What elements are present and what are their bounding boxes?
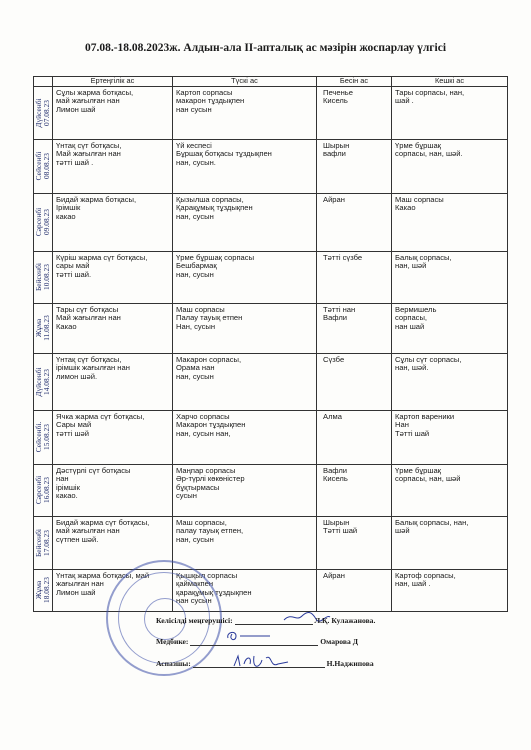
day-label: Дүйсенбі 14.08.23 bbox=[34, 367, 51, 397]
dinner-cell: Үрме бұршақ сорпасы, нан, шәй. bbox=[392, 139, 508, 193]
menu-row bbox=[34, 251, 508, 303]
dinner-cell: Картоп вареники Нан Тәтті шай bbox=[392, 410, 508, 464]
day-cell bbox=[34, 193, 53, 251]
breakfast-cell: Үнтақ сүт ботқасы, ірімшік жағылған нан лимон шәй. bbox=[53, 353, 173, 410]
breakfast-cell: Күріш жарма сүт ботқасы, сары май тәтті шай. bbox=[53, 251, 173, 303]
dinner-cell: Балық сорпасы, нан, шәй bbox=[392, 251, 508, 303]
day-cell bbox=[34, 251, 53, 303]
menu-row bbox=[34, 464, 508, 516]
header-day bbox=[34, 77, 53, 87]
lunch-cell: Үрме бұршақ сорпасы Бешбармақ нан, сусын bbox=[173, 251, 317, 303]
day-label: Бейсенбі 17.08.23 bbox=[34, 528, 51, 557]
document-title: 07.08.-18.08.2023ж. Алдын-ала ІІ-апталық ас мәзірін жоспарлау үлгісі bbox=[84, 42, 447, 54]
snack-cell: Вафли Кисель bbox=[317, 464, 392, 516]
lunch-cell: Қышқыл сорпасы қаймакпен қарақұмық тұздықпен нан сусын bbox=[173, 569, 317, 611]
lunch-cell: Үй кеспесі Бұршақ ботқасы тұздықпен нан, сусын. bbox=[173, 139, 317, 193]
breakfast-cell: Ячка жарма сүт ботқасы, Сары май тәтті шәй bbox=[53, 410, 173, 464]
header-breakfast: Ертеңгілік ас bbox=[53, 77, 173, 87]
menu-row bbox=[34, 569, 508, 611]
snack-cell: Тәтті нан Вафли bbox=[317, 303, 392, 353]
snack-cell: Тәтті сүзбе bbox=[317, 251, 392, 303]
menu-row bbox=[34, 139, 508, 193]
signature-block bbox=[0, 608, 531, 688]
menu-row bbox=[34, 193, 508, 251]
menu-row bbox=[34, 303, 508, 353]
menu-row bbox=[34, 516, 508, 569]
day-label: Сейсенбі 08.08.23 bbox=[34, 151, 51, 181]
cook-row bbox=[156, 659, 374, 668]
nurse-name: Омарова Д bbox=[320, 637, 358, 646]
day-label: Жұма 18.08.23 bbox=[34, 577, 51, 604]
nurse-label: Медбике: bbox=[156, 637, 189, 646]
header-lunch: Түскі ас bbox=[173, 77, 317, 87]
day-cell bbox=[34, 464, 53, 516]
breakfast-cell: Үнтақ сүт ботқасы, Май жағылған нан тәтті шай . bbox=[53, 139, 173, 193]
snack-cell: Печенье Кисель bbox=[317, 86, 392, 139]
cook-name: Н.Наджипова bbox=[326, 659, 374, 668]
lunch-cell: Қызылша сорпасы, Қарақұмық тұздықпен нан, сусын bbox=[173, 193, 317, 251]
lunch-cell: Маш сорпасы, палау тауық етпен, нан, сусын bbox=[173, 516, 317, 569]
menu-row bbox=[34, 86, 508, 139]
breakfast-cell: Сұлы жарма ботқасы, май жағылған нан Лимон шай bbox=[53, 86, 173, 139]
dinner-cell: Сұлы сүт сорпасы, нан, шәй. bbox=[392, 353, 508, 410]
lunch-cell: Картоп сорпасы макарон тұздықпен нан сусын bbox=[173, 86, 317, 139]
menu-row bbox=[34, 353, 508, 410]
breakfast-cell: Дәстүрлі сүт ботқасы нан ірімшік какао. bbox=[53, 464, 173, 516]
dinner-cell: Вермишель сорпасы, нан шай bbox=[392, 303, 508, 353]
day-cell bbox=[34, 353, 53, 410]
snack-cell: Шырын вафли bbox=[317, 139, 392, 193]
dinner-cell: Үрме бұршақ сорпасы, нан, шәй bbox=[392, 464, 508, 516]
breakfast-cell: Бидай жарма сүт ботқасы, май жағылған нан сүтпен шәй. bbox=[53, 516, 173, 569]
breakfast-cell: Үнтақ жарма ботқасы, май жағылған нан Лимон шай bbox=[53, 569, 173, 611]
snack-cell: Сүзбе bbox=[317, 353, 392, 410]
nurse-row bbox=[156, 637, 358, 646]
breakfast-cell: Тары сүт ботқасы Май жағылған нан Какао bbox=[53, 303, 173, 353]
snack-cell: Айран bbox=[317, 193, 392, 251]
day-cell bbox=[34, 569, 53, 611]
header-row bbox=[34, 77, 508, 87]
dinner-cell: Картоф сорпасы, нан, шай . bbox=[392, 569, 508, 611]
lunch-cell: Харчо сорпасы Макарон тұздықпен нан, сусын нан, bbox=[173, 410, 317, 464]
lunch-cell: Маңпар сорпасы Әр-түрлі көкөністер бұқтырмасы сусын bbox=[173, 464, 317, 516]
dinner-cell: Балық сорпасы, нан, шәй bbox=[392, 516, 508, 569]
lunch-cell: Макарон сорпасы, Орама нан нан, сусын bbox=[173, 353, 317, 410]
approval-row bbox=[156, 616, 375, 625]
day-cell bbox=[34, 410, 53, 464]
approval-label: Келісілді меңгерушісі: bbox=[156, 616, 233, 625]
dinner-cell: Маш сорпасы Какао bbox=[392, 193, 508, 251]
day-label: Дүйсенбі 07.08.23 bbox=[34, 98, 51, 128]
day-cell bbox=[34, 516, 53, 569]
snack-cell: Айран bbox=[317, 569, 392, 611]
menu-row bbox=[34, 410, 508, 464]
day-cell bbox=[34, 303, 53, 353]
menu-table bbox=[33, 76, 508, 612]
snack-cell: Шырын Тәтті шай bbox=[317, 516, 392, 569]
approval-name: Л.Қ. Кулажанова. bbox=[314, 616, 376, 625]
dinner-cell: Тары сорпасы, нан, шай . bbox=[392, 86, 508, 139]
day-cell bbox=[34, 86, 53, 139]
day-label: Жұма 11.08.23 bbox=[34, 315, 51, 341]
lunch-cell: Маш сорпасы Палау тауық етпен Нан, сусын bbox=[173, 303, 317, 353]
header-snack: Бесін ас bbox=[317, 77, 392, 87]
day-cell bbox=[34, 139, 53, 193]
day-label: Сәрсенбі 09.08.23 bbox=[34, 207, 51, 237]
cook-label: Аспазшы: bbox=[156, 659, 191, 668]
breakfast-cell: Бидай жарма ботқасы, Ірімшік какао bbox=[53, 193, 173, 251]
snack-cell: Алма bbox=[317, 410, 392, 464]
header-dinner: Кешкі ас bbox=[392, 77, 508, 87]
day-label: Бейсенбі 10.08.23 bbox=[34, 263, 51, 292]
day-label: Сейсенбі. 15.08.23 bbox=[34, 421, 51, 453]
day-label: Сәрсенбі 16.08.23 bbox=[34, 475, 51, 505]
